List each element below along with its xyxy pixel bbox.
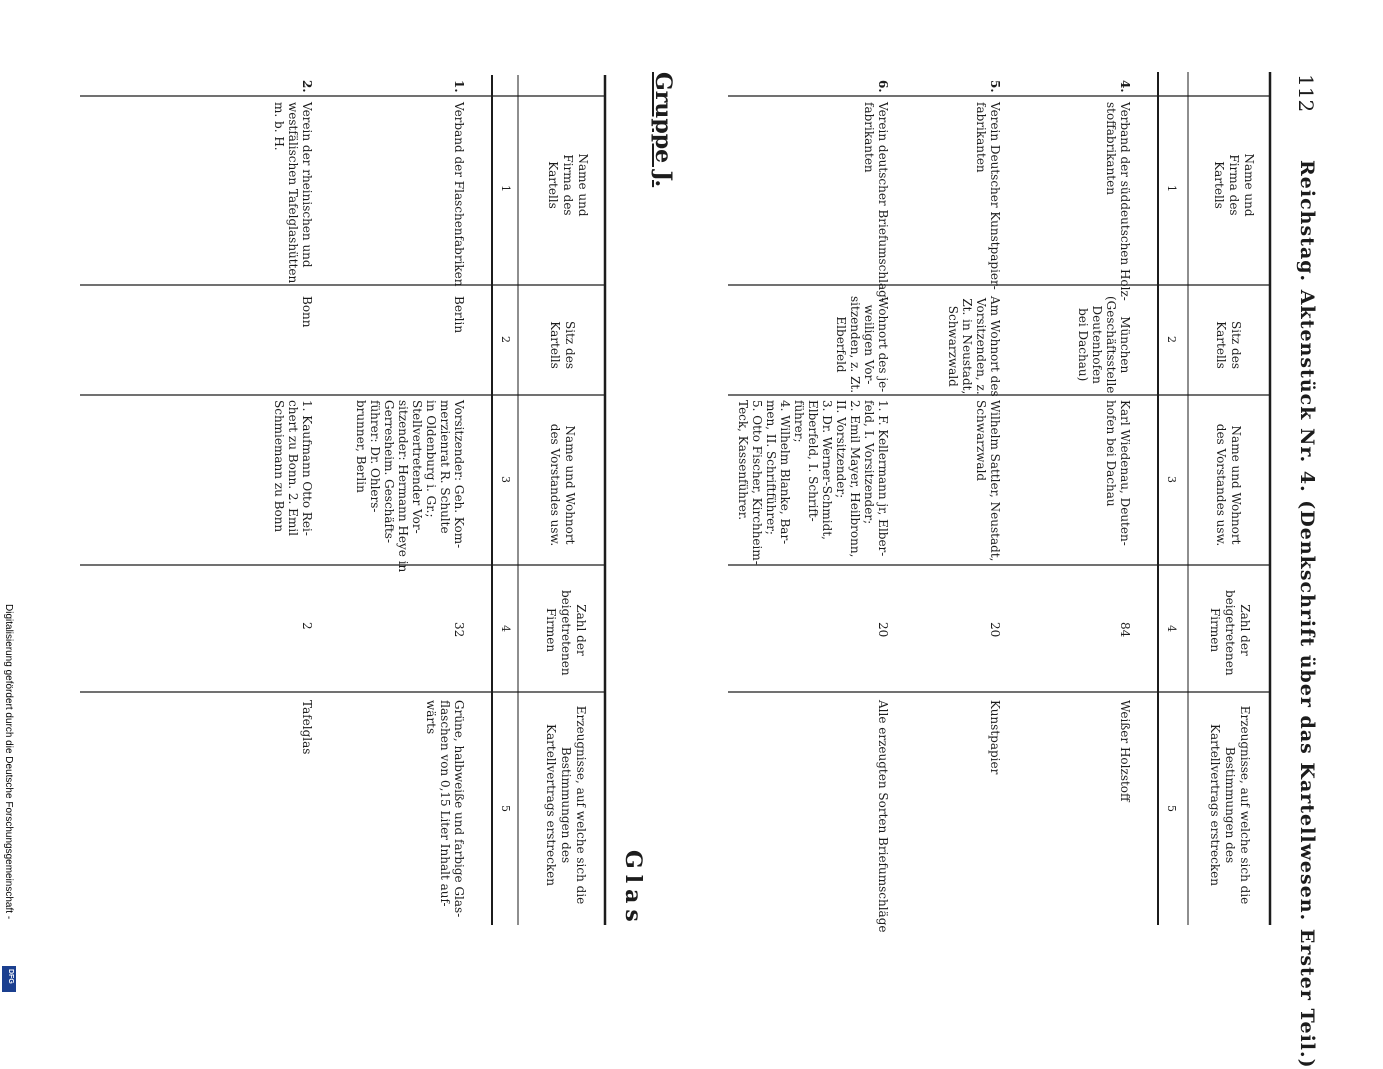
row-vorstand: Wilhelm Sattler, Neustadt, Schwarzwald (974, 400, 1002, 562)
header-firmen: Zahl der beigetretenen Firmen (544, 590, 588, 676)
colnum-5: 5 (499, 805, 512, 812)
row-firmen: 20 (988, 622, 1002, 638)
row-erzeugnisse: Kunstpapier (988, 700, 1002, 775)
row-erzeugnisse: Tafelglas (300, 700, 314, 755)
row-vorstand: 1. F. Kellermann jr, Elber- feld, I. Vorsitzender; 2. Emil Mayer, Heilbronn, II. Vorsitzender; 3. Dr. Werner-Schmidt, Elberfeld, I. Schrift- führer; 4. Wilhelm Blanke, Bar- men, II. Schriftführer; 5. Otto Fischer, Kirchheim- Teck, Kassenführer. (736, 400, 890, 565)
colnum-5: 5 (1165, 805, 1178, 812)
header-erzeugnisse: Erzeugnisse, auf welche sich die Bestimmungen des Kartellvertrags erstrecken (544, 705, 588, 905)
row-number: 1. (452, 80, 466, 93)
row-name: Verband der süddeutschen Holz- stoffabrikanten (1104, 102, 1132, 301)
section-side-title: Glas (620, 850, 646, 928)
row-sitz: Am Wohnort des Vorsitzenden, z. Zt. in Neustadt, Schwarzwald (946, 296, 1002, 397)
row-sitz: Wohnort des je- weiligen Vor- sitzenden, z. Zt. Elberfeld (834, 296, 890, 394)
row-name: Verein Deutscher Kunstpapier- fabrikanten (974, 102, 1002, 290)
page-number: 112 (1294, 74, 1318, 113)
row-sitz: München (Geschäftsstelle Deutenhofen bei Dachau) (1076, 296, 1132, 394)
colnum-2: 2 (499, 336, 512, 343)
row-firmen: 20 (876, 622, 890, 638)
running-title: Reichstag. Aktenstück Nr. 4. (Denkschrift über das Kartellwesen. Erster Teil.) (1296, 160, 1318, 1069)
row-vorstand: Vorsitzender: Geh. Kom- merzienrat R. Schulte in Oldenburg i. Gr.; Stellvertretender Vor- sitzender: Hermann Heye in Gerresheim. Geschäfts- führer: Dr. Ohlers- brunner, Berlin (354, 400, 466, 573)
row-name: Verband der Flaschenfabriken (452, 102, 466, 287)
header-vorstand: Name und Wohnort des Vorstandes usw. (1214, 423, 1243, 547)
row-sitz: Bonn (300, 296, 314, 328)
colnum-4: 4 (1165, 625, 1178, 632)
row-firmen: 2 (300, 622, 314, 630)
row-name: Verein deutscher Briefumschlag- fabrikanten (862, 102, 890, 302)
row-erzeugnisse: Weißer Holzstoff (1118, 700, 1132, 802)
header-vorstand: Name und Wohnort des Vorstandes usw. (548, 423, 577, 547)
header-sitz: Sitz des Kartells (548, 321, 577, 369)
row-name: Verein der rheinischen und westfälischen Tafelglashütten m. b. H. (272, 102, 314, 284)
row-number: 2. (300, 80, 314, 93)
colnum-1: 1 (499, 185, 512, 192)
colnum-2: 2 (1165, 336, 1178, 343)
row-vorstand: Karl Wiedenau, Deuten- hofen bei Dachau (1104, 400, 1132, 546)
header-firmen: Zahl der beigetretenen Firmen (1208, 590, 1252, 676)
funding-note: Digitalisierung gefördert durch die Deutsche Forschungsgemeinschaft - (3, 604, 14, 920)
header-erzeugnisse: Erzeugnisse, auf welche sich die Bestimmungen des Kartellvertrags erstrecken (1208, 705, 1252, 905)
colnum-1: 1 (1165, 185, 1178, 192)
row-number: 6. (876, 80, 890, 93)
header-name: Name und Firma des Kartells (546, 153, 590, 217)
row-number: 4. (1118, 80, 1132, 93)
row-sitz: Berlin (452, 296, 466, 334)
row-number: 5. (988, 80, 1002, 93)
row-erzeugnisse: Alle erzeugten Sorten Briefumschläge (876, 700, 890, 933)
row-erzeugnisse: Grüne, halbweiße und farbige Glas- flaschen von 0,15 Liter Inhalt auf- wärts (424, 700, 466, 918)
colnum-3: 3 (499, 476, 512, 483)
section-title: Gruppe J. (650, 72, 676, 188)
row-firmen: 32 (452, 622, 466, 638)
header-name: Name und Firma des Kartells (1212, 153, 1256, 217)
row-vorstand: 1. Kaufmann Otto Rei- chert zu Bonn. 2. Emil Schmiemann zu Bonn (272, 400, 314, 536)
colnum-3: 3 (1165, 476, 1178, 483)
header-sitz: Sitz des Kartells (1214, 321, 1243, 369)
colnum-4: 4 (499, 625, 512, 632)
dfg-logo: DFG (2, 966, 16, 992)
row-firmen: 84 (1118, 622, 1132, 638)
